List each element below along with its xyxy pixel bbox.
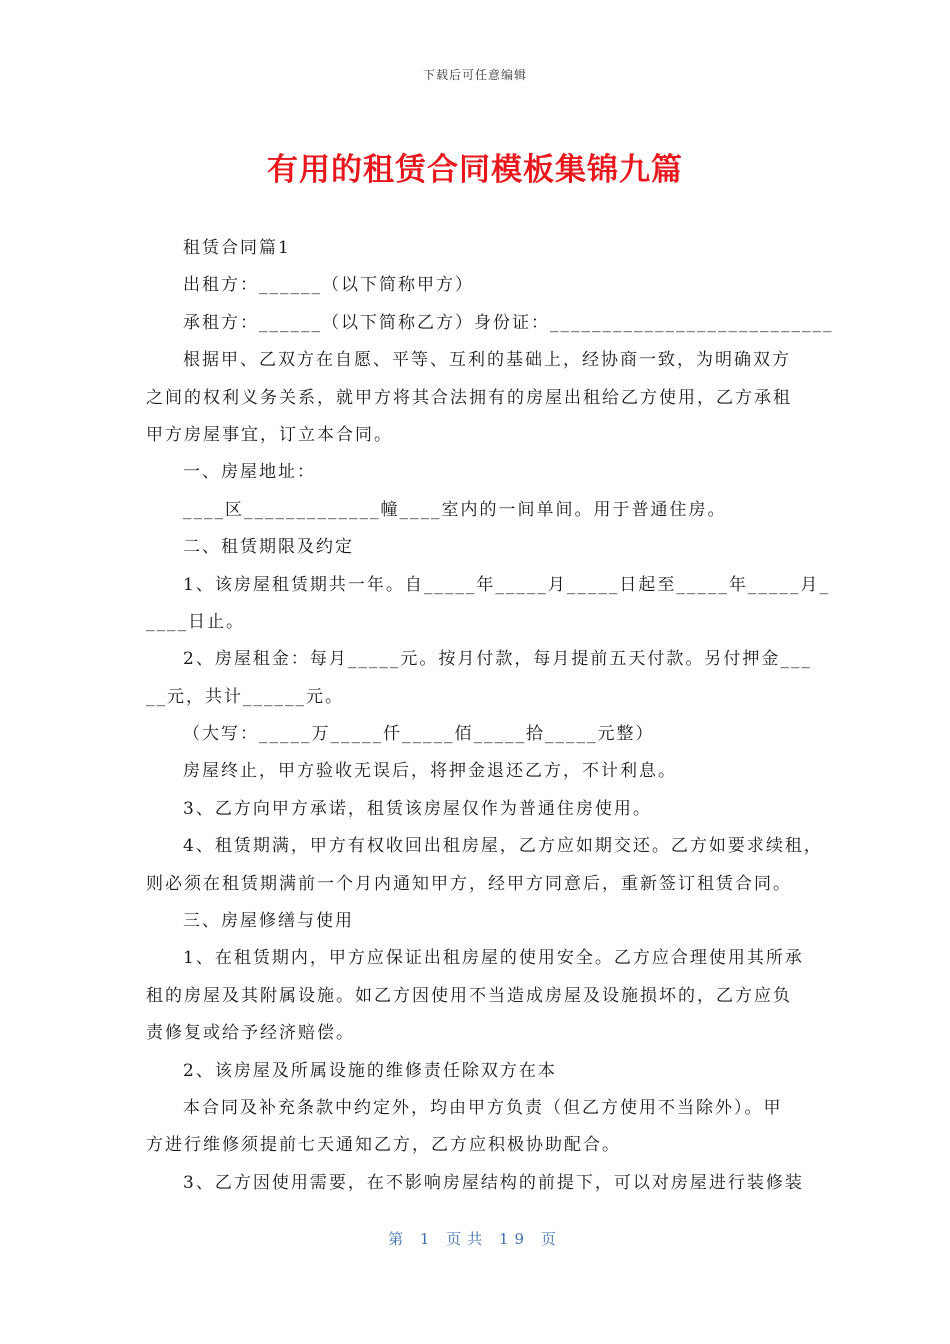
text-line: 1、在租赁期内，甲方应保证出租房屋的使用安全。乙方应合理使用其所承 xyxy=(183,948,804,969)
text-line: __元，共计______元。 xyxy=(146,686,344,707)
text-line: 甲方房屋事宜，订立本合同。 xyxy=(146,424,393,445)
text-line: 二、租赁期限及约定 xyxy=(183,537,354,558)
text-line: ____区_____________幢____室内的一间单间。用于普通住房。 xyxy=(183,499,727,520)
text-line: （大写：_____万_____仟_____佰_____拾_____元整） xyxy=(183,724,655,745)
text-line: 租的房屋及其附属设施。如乙方因使用不当造成房屋及设施损坏的，乙方应负 xyxy=(146,985,792,1006)
text-line: 租赁合同篇1 xyxy=(183,238,291,258)
text-line: 三、房屋修缮与使用 xyxy=(183,911,354,932)
header-note: 下载后可任意编辑 xyxy=(422,68,527,82)
text-line: ____日止。 xyxy=(146,611,245,632)
document-body xyxy=(146,230,834,1202)
text-line: 本合同及补充条款中约定外，均由甲方负责（但乙方使用不当除外）。甲 xyxy=(183,1097,783,1118)
footer-prefix: 第 xyxy=(388,1230,410,1248)
text-line: 方进行维修须提前七天通知乙方，乙方应积极协助配合。 xyxy=(146,1135,621,1156)
text-line: 1、该房屋租赁期共一年。自_____年_____月_____日起至_____年_____月_ xyxy=(183,574,830,595)
text-line: 之间的权利义务关系，就甲方将其合法拥有的房屋出租给乙方使用，乙方承租 xyxy=(146,387,792,408)
text-line: 4、租赁期满，甲方有权收回出租房屋，乙方应如期交还。乙方如要求续租， xyxy=(183,836,823,857)
text-line: 承租方：______（以下简称乙方）身份证：___________________________ xyxy=(183,312,834,333)
text-line: 房屋终止，甲方验收无误后，将押金退还乙方，不计利息。 xyxy=(183,761,677,782)
text-line: 3、乙方因使用需要，在不影响房屋结构的前提下，可以对房屋进行装修装 xyxy=(183,1172,804,1193)
text-line: 2、房屋租金：每月_____元。按月付款，每月提前五天付款。另付押金___ xyxy=(183,649,812,670)
text-line: 3、乙方向甲方承诺，租赁该房屋仅作为普通住房使用。 xyxy=(183,798,652,819)
footer-suffix: 页 xyxy=(540,1230,562,1248)
document-title: 有用的租赁合同模板集锦九篇 xyxy=(267,152,683,188)
text-line: 一、房屋地址： xyxy=(183,462,316,483)
footer-total-pages: 19 xyxy=(499,1230,531,1248)
footer-current-page: 1 xyxy=(419,1230,436,1248)
footer-mid: 页共 xyxy=(446,1230,489,1248)
text-line: 出租方：______（以下简称甲方） xyxy=(183,275,474,296)
text-line: 2、该房屋及所属设施的维修责任除双方在本 xyxy=(183,1060,557,1081)
text-line: 责修复或给予经济赔偿。 xyxy=(146,1023,355,1044)
text-line: 则必须在租赁期满前一个月内通知甲方，经甲方同意后，重新签订租赁合同。 xyxy=(146,873,792,894)
text-line: 根据甲、乙双方在自愿、平等、互利的基础上，经协商一致，为明确双方 xyxy=(183,350,791,371)
page-footer xyxy=(0,1228,950,1249)
